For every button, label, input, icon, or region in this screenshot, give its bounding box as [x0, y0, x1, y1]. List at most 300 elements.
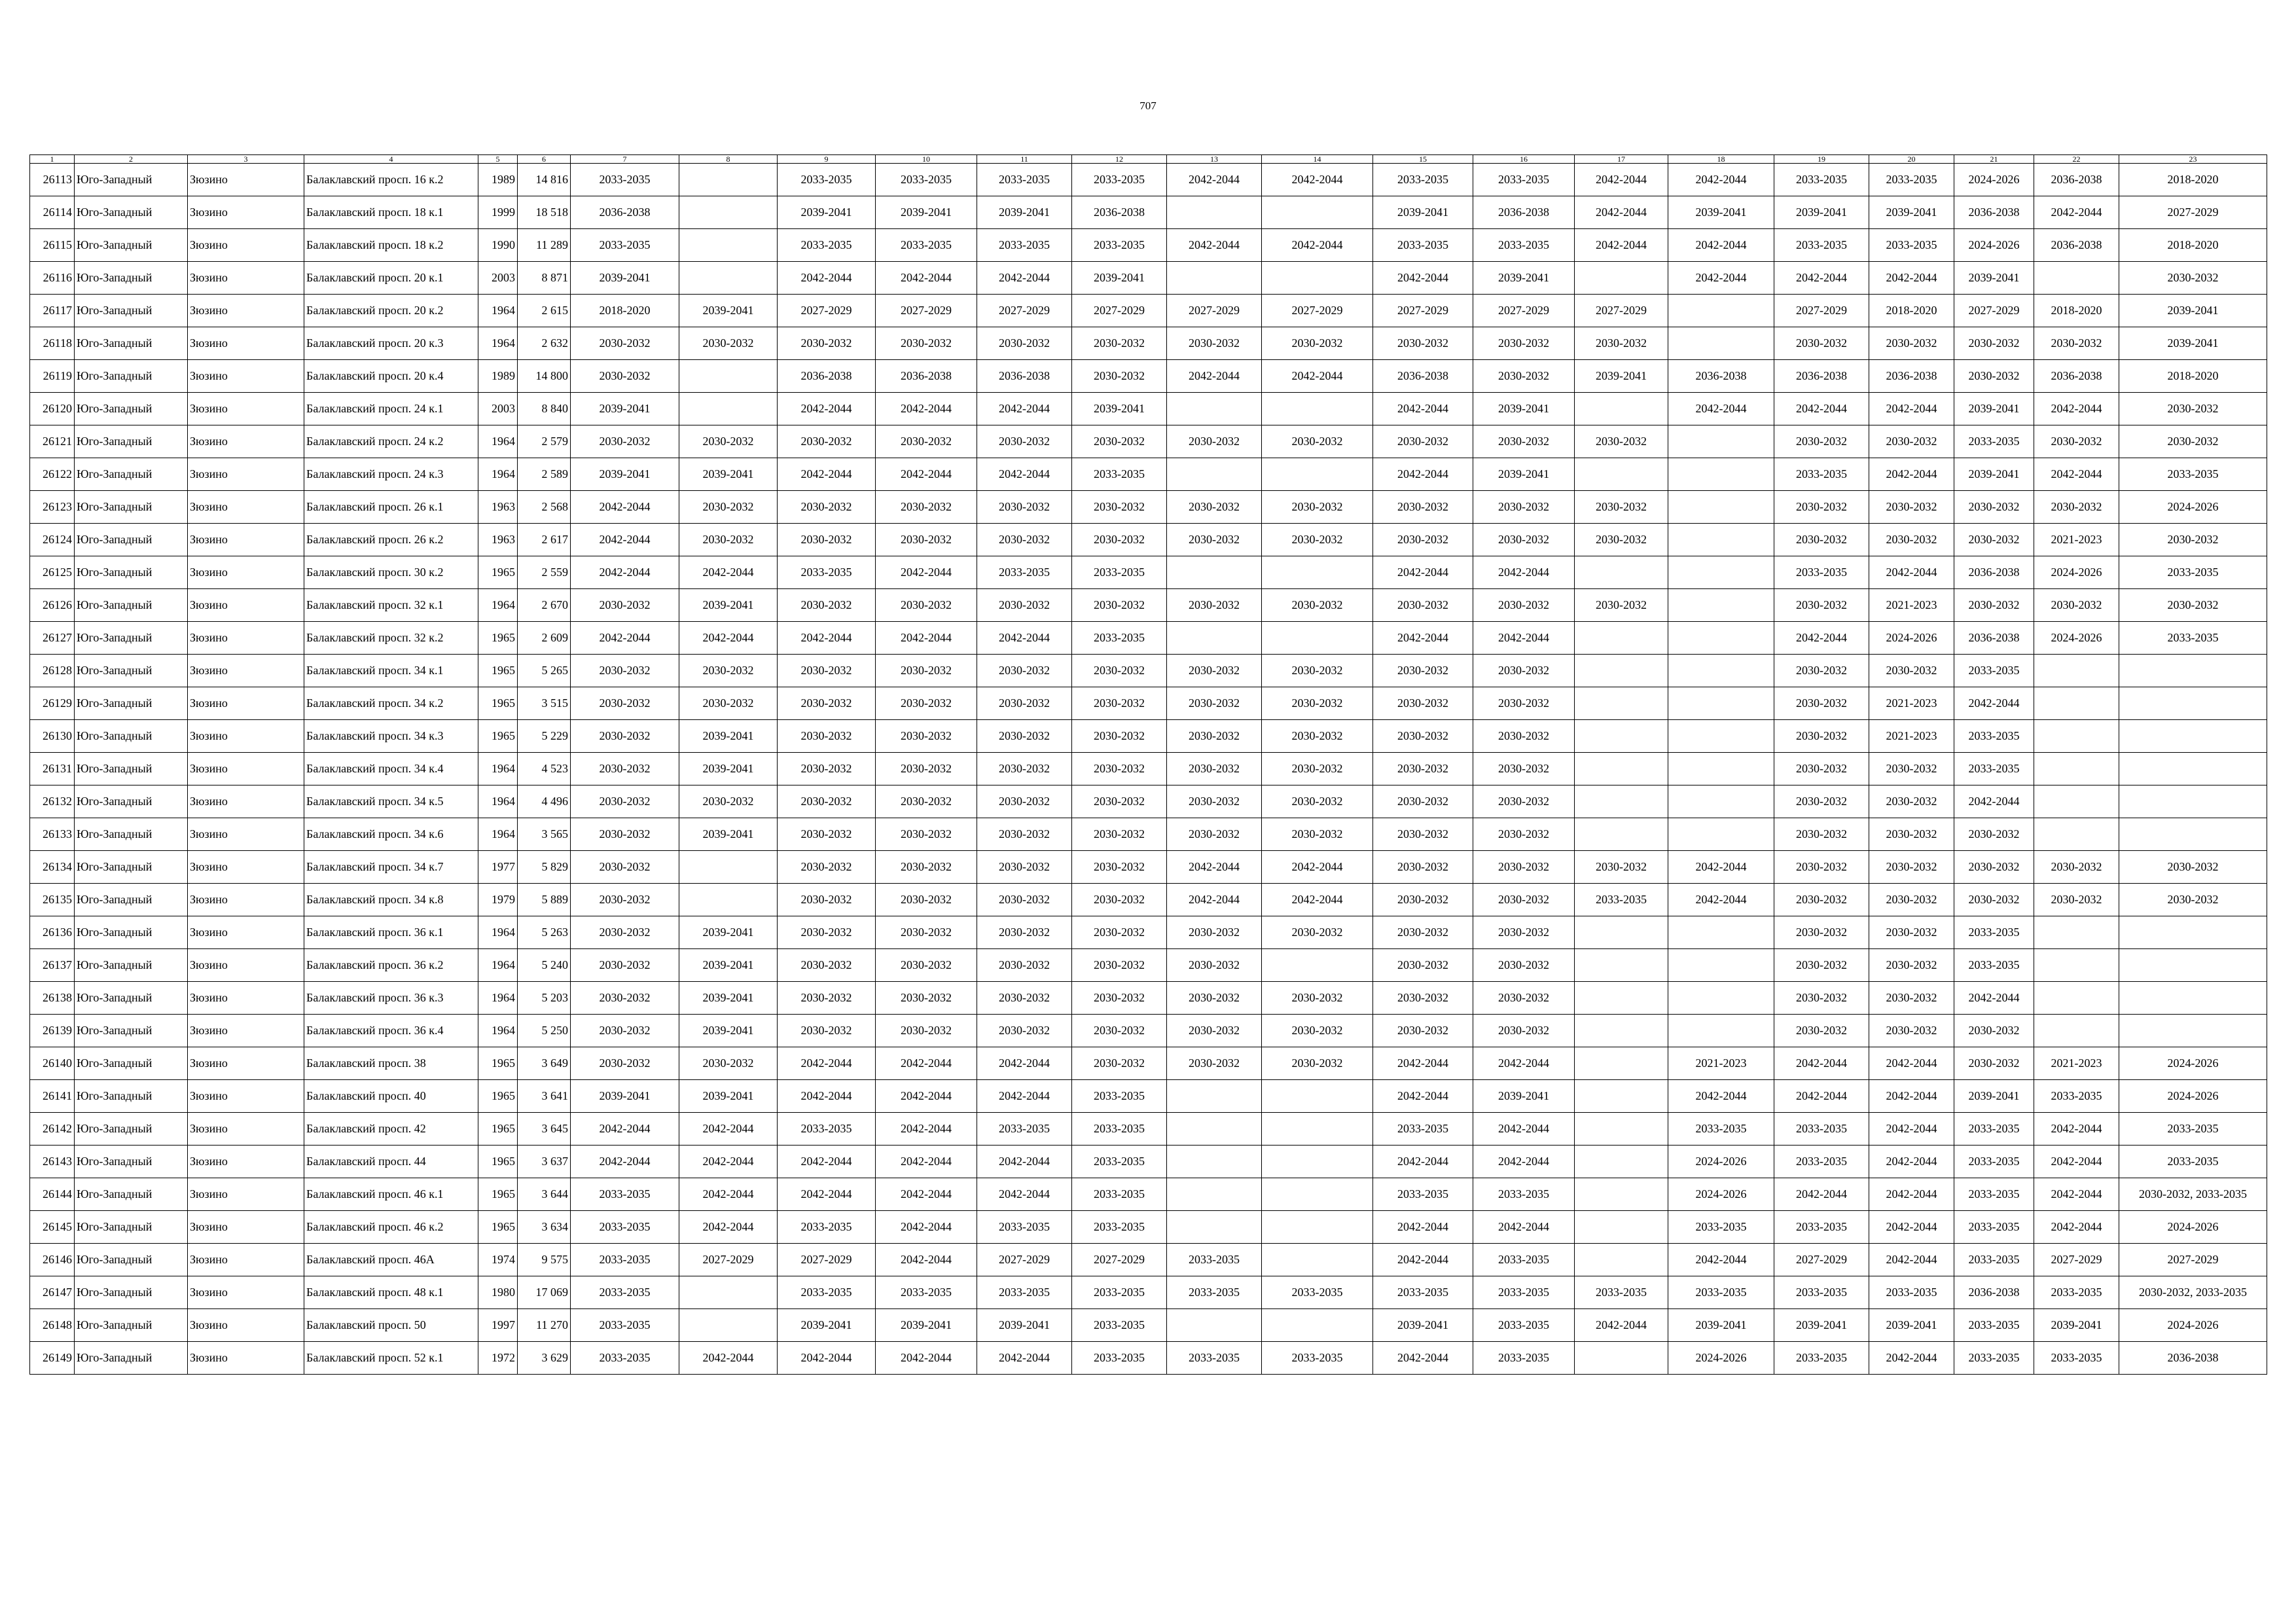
- column-number: 20: [1869, 155, 1954, 164]
- period-cell-col-9: 2030-2032: [778, 818, 876, 851]
- period-cell-col-8: [679, 1276, 778, 1309]
- row-id-cell: 26140: [30, 1047, 75, 1080]
- period-cell-col-20: 2033-2035: [1869, 1276, 1954, 1309]
- period-cell-col-11: 2033-2035: [977, 556, 1072, 589]
- period-cell-col-11: 2042-2044: [977, 262, 1072, 295]
- period-cell-col-7: 2042-2044: [571, 556, 679, 589]
- period-cell-col-9: 2030-2032: [778, 1015, 876, 1047]
- period-cell-col-13: [1167, 1211, 1262, 1244]
- period-cell-col-21: 2030-2032: [1954, 589, 2034, 622]
- floor-area-cell: 14 800: [518, 360, 571, 393]
- table-row: [30, 851, 2267, 884]
- period-cell-col-18: [1668, 720, 1774, 753]
- period-cell-col-21: 2036-2038: [1954, 1276, 2034, 1309]
- period-cell-col-19: 2030-2032: [1774, 851, 1869, 884]
- period-cell-col-12: 2030-2032: [1072, 327, 1167, 360]
- period-cell-col-19: 2030-2032: [1774, 491, 1869, 524]
- district-cell: Юго-Западный: [75, 164, 188, 196]
- period-cell-col-17: 2030-2032: [1575, 589, 1668, 622]
- period-cell-col-8: 2039-2041: [679, 1080, 778, 1113]
- floor-area-cell: 11 270: [518, 1309, 571, 1342]
- column-number: 15: [1373, 155, 1473, 164]
- period-cell-col-17: [1575, 949, 1668, 982]
- period-cell-col-15: 2030-2032: [1373, 884, 1473, 916]
- period-cell-col-16: 2030-2032: [1473, 884, 1575, 916]
- period-cell-col-9: 2033-2035: [778, 164, 876, 196]
- period-cell-col-11: 2033-2035: [977, 164, 1072, 196]
- period-cell-col-22: [2034, 982, 2119, 1015]
- row-id-cell: 26130: [30, 720, 75, 753]
- period-cell-col-11: 2033-2035: [977, 229, 1072, 262]
- period-cell-col-7: 2042-2044: [571, 1113, 679, 1146]
- period-cell-col-16: 2030-2032: [1473, 949, 1575, 982]
- row-id-cell: 26114: [30, 196, 75, 229]
- area-cell: Зюзино: [188, 1244, 304, 1276]
- year-cell: 1977: [478, 851, 518, 884]
- period-cell-col-7: 2033-2035: [571, 1211, 679, 1244]
- year-cell: 1965: [478, 1113, 518, 1146]
- period-cell-col-20: 2033-2035: [1869, 164, 1954, 196]
- period-cell-col-22: 2042-2044: [2034, 1146, 2119, 1178]
- period-cell-col-8: [679, 884, 778, 916]
- period-cell-col-15: 2042-2044: [1373, 1047, 1473, 1080]
- period-cell-col-13: 2033-2035: [1167, 1276, 1262, 1309]
- district-cell: Юго-Западный: [75, 1178, 188, 1211]
- period-cell-col-19: 2030-2032: [1774, 982, 1869, 1015]
- period-cell-col-21: 2033-2035: [1954, 916, 2034, 949]
- period-cell-col-10: 2030-2032: [876, 327, 977, 360]
- year-cell: 1964: [478, 753, 518, 785]
- period-cell-col-19: 2042-2044: [1774, 1080, 1869, 1113]
- period-cell-col-20: 2030-2032: [1869, 753, 1954, 785]
- year-cell: 1965: [478, 1211, 518, 1244]
- period-cell-col-22: 2018-2020: [2034, 295, 2119, 327]
- address-cell: Балаклавский просп. 20 к.4: [304, 360, 478, 393]
- row-id-cell: 26135: [30, 884, 75, 916]
- period-cell-col-10: 2030-2032: [876, 753, 977, 785]
- period-cell-col-8: 2039-2041: [679, 295, 778, 327]
- period-cell-col-12: 2033-2035: [1072, 164, 1167, 196]
- district-cell: Юго-Западный: [75, 884, 188, 916]
- period-cell-col-23: [2119, 818, 2267, 851]
- year-cell: 1964: [478, 327, 518, 360]
- area-cell: Зюзино: [188, 1080, 304, 1113]
- period-cell-col-16: 2027-2029: [1473, 295, 1575, 327]
- district-cell: Юго-Западный: [75, 1080, 188, 1113]
- period-cell-col-18: [1668, 425, 1774, 458]
- row-id-cell: 26149: [30, 1342, 75, 1375]
- period-cell-col-18: [1668, 687, 1774, 720]
- period-cell-col-13: [1167, 196, 1262, 229]
- period-cell-col-20: 2042-2044: [1869, 1047, 1954, 1080]
- period-cell-col-20: 2030-2032: [1869, 916, 1954, 949]
- period-cell-col-12: 2030-2032: [1072, 655, 1167, 687]
- period-cell-col-20: 2039-2041: [1869, 1309, 1954, 1342]
- period-cell-col-18: [1668, 785, 1774, 818]
- period-cell-col-20: 2042-2044: [1869, 393, 1954, 425]
- table-row: [30, 1342, 2267, 1375]
- period-cell-col-16: 2042-2044: [1473, 556, 1575, 589]
- period-cell-col-9: 2042-2044: [778, 393, 876, 425]
- area-cell: Зюзино: [188, 556, 304, 589]
- district-cell: Юго-Западный: [75, 262, 188, 295]
- period-cell-col-15: 2030-2032: [1373, 425, 1473, 458]
- period-cell-col-10: 2030-2032: [876, 655, 977, 687]
- floor-area-cell: 3 629: [518, 1342, 571, 1375]
- period-cell-col-11: 2042-2044: [977, 1178, 1072, 1211]
- floor-area-cell: 2 579: [518, 425, 571, 458]
- district-cell: Юго-Западный: [75, 458, 188, 491]
- period-cell-col-23: 2024-2026: [2119, 1080, 2267, 1113]
- district-cell: Юго-Западный: [75, 393, 188, 425]
- period-cell-col-20: 2042-2044: [1869, 1080, 1954, 1113]
- period-cell-col-8: [679, 1309, 778, 1342]
- year-cell: 2003: [478, 262, 518, 295]
- period-cell-col-18: [1668, 295, 1774, 327]
- period-cell-col-10: 2042-2044: [876, 1080, 977, 1113]
- period-cell-col-12: 2033-2035: [1072, 622, 1167, 655]
- address-cell: Балаклавский просп. 36 к.1: [304, 916, 478, 949]
- floor-area-cell: 11 289: [518, 229, 571, 262]
- period-cell-col-9: 2033-2035: [778, 229, 876, 262]
- period-cell-col-17: 2033-2035: [1575, 884, 1668, 916]
- period-cell-col-23: 2030-2032: [2119, 262, 2267, 295]
- year-cell: 1964: [478, 818, 518, 851]
- period-cell-col-16: 2033-2035: [1473, 164, 1575, 196]
- area-cell: Зюзино: [188, 753, 304, 785]
- period-cell-col-21: 2039-2041: [1954, 262, 2034, 295]
- period-cell-col-13: [1167, 556, 1262, 589]
- address-cell: Балаклавский просп. 34 к.7: [304, 851, 478, 884]
- year-cell: 1965: [478, 1178, 518, 1211]
- period-cell-col-22: 2042-2044: [2034, 1211, 2119, 1244]
- period-cell-col-18: 2039-2041: [1668, 1309, 1774, 1342]
- period-cell-col-12: 2033-2035: [1072, 556, 1167, 589]
- table-row: [30, 295, 2267, 327]
- period-cell-col-11: 2033-2035: [977, 1276, 1072, 1309]
- period-cell-col-16: 2033-2035: [1473, 229, 1575, 262]
- period-cell-col-11: 2027-2029: [977, 1244, 1072, 1276]
- period-cell-col-16: 2030-2032: [1473, 425, 1575, 458]
- address-cell: Балаклавский просп. 16 к.2: [304, 164, 478, 196]
- period-cell-col-12: 2039-2041: [1072, 262, 1167, 295]
- period-cell-col-22: [2034, 262, 2119, 295]
- period-cell-col-10: 2030-2032: [876, 982, 977, 1015]
- period-cell-col-8: 2030-2032: [679, 785, 778, 818]
- period-cell-col-17: [1575, 1244, 1668, 1276]
- column-number: 16: [1473, 155, 1575, 164]
- period-cell-col-9: 2030-2032: [778, 491, 876, 524]
- district-cell: Юго-Западный: [75, 851, 188, 884]
- period-cell-col-16: 2033-2035: [1473, 1244, 1575, 1276]
- period-cell-col-19: 2030-2032: [1774, 785, 1869, 818]
- period-cell-col-16: 2039-2041: [1473, 262, 1575, 295]
- period-cell-col-20: 2021-2023: [1869, 720, 1954, 753]
- year-cell: 1989: [478, 360, 518, 393]
- period-cell-col-9: 2036-2038: [778, 360, 876, 393]
- period-cell-col-15: 2042-2044: [1373, 1342, 1473, 1375]
- period-cell-col-12: 2030-2032: [1072, 753, 1167, 785]
- period-cell-col-7: 2039-2041: [571, 393, 679, 425]
- floor-area-cell: 17 069: [518, 1276, 571, 1309]
- period-cell-col-19: 2033-2035: [1774, 164, 1869, 196]
- period-cell-col-16: 2042-2044: [1473, 1047, 1575, 1080]
- address-cell: Балаклавский просп. 34 к.3: [304, 720, 478, 753]
- period-cell-col-12: 2039-2041: [1072, 393, 1167, 425]
- table-row: [30, 1146, 2267, 1178]
- period-cell-col-21: 2036-2038: [1954, 556, 2034, 589]
- period-cell-col-17: [1575, 720, 1668, 753]
- table-row: [30, 1276, 2267, 1309]
- period-cell-col-23: 2033-2035: [2119, 622, 2267, 655]
- period-cell-col-11: 2042-2044: [977, 393, 1072, 425]
- period-cell-col-8: 2039-2041: [679, 1015, 778, 1047]
- address-cell: Балаклавский просп. 34 к.8: [304, 884, 478, 916]
- floor-area-cell: 5 889: [518, 884, 571, 916]
- period-cell-col-9: 2042-2044: [778, 1047, 876, 1080]
- period-cell-col-14: 2030-2032: [1262, 491, 1373, 524]
- year-cell: 1972: [478, 1342, 518, 1375]
- table-row: [30, 1015, 2267, 1047]
- period-cell-col-9: 2030-2032: [778, 655, 876, 687]
- row-id-cell: 26116: [30, 262, 75, 295]
- period-cell-col-7: 2030-2032: [571, 327, 679, 360]
- table-row: [30, 393, 2267, 425]
- period-cell-col-22: 2042-2044: [2034, 1113, 2119, 1146]
- area-cell: Зюзино: [188, 1015, 304, 1047]
- period-cell-col-19: 2042-2044: [1774, 1047, 1869, 1080]
- period-cell-col-19: 2042-2044: [1774, 262, 1869, 295]
- period-cell-col-11: 2033-2035: [977, 1113, 1072, 1146]
- period-cell-col-21: 2039-2041: [1954, 393, 2034, 425]
- period-cell-col-13: [1167, 1146, 1262, 1178]
- period-cell-col-12: 2030-2032: [1072, 916, 1167, 949]
- period-cell-col-21: 2030-2032: [1954, 491, 2034, 524]
- period-cell-col-14: [1262, 1080, 1373, 1113]
- period-cell-col-11: 2030-2032: [977, 949, 1072, 982]
- period-cell-col-11: 2039-2041: [977, 1309, 1072, 1342]
- period-cell-col-9: 2042-2044: [778, 458, 876, 491]
- period-cell-col-10: 2042-2044: [876, 556, 977, 589]
- row-id-cell: 26127: [30, 622, 75, 655]
- column-number: 10: [876, 155, 977, 164]
- period-cell-col-20: 2030-2032: [1869, 524, 1954, 556]
- period-cell-col-10: 2042-2044: [876, 262, 977, 295]
- period-cell-col-8: [679, 196, 778, 229]
- period-cell-col-13: 2030-2032: [1167, 982, 1262, 1015]
- period-cell-col-23: 2030-2032, 2033-2035: [2119, 1178, 2267, 1211]
- table-row: [30, 687, 2267, 720]
- area-cell: Зюзино: [188, 425, 304, 458]
- period-cell-col-7: 2039-2041: [571, 458, 679, 491]
- address-cell: Балаклавский просп. 34 к.4: [304, 753, 478, 785]
- table-row: [30, 1080, 2267, 1113]
- address-cell: Балаклавский просп. 46 к.1: [304, 1178, 478, 1211]
- period-cell-col-10: 2042-2044: [876, 1113, 977, 1146]
- period-cell-col-20: 2042-2044: [1869, 1146, 1954, 1178]
- period-cell-col-19: 2033-2035: [1774, 229, 1869, 262]
- period-cell-col-15: 2030-2032: [1373, 1015, 1473, 1047]
- period-cell-col-12: 2033-2035: [1072, 1276, 1167, 1309]
- address-cell: Балаклавский просп. 24 к.2: [304, 425, 478, 458]
- period-cell-col-22: 2039-2041: [2034, 1309, 2119, 1342]
- period-cell-col-7: 2030-2032: [571, 360, 679, 393]
- period-cell-col-21: 2033-2035: [1954, 720, 2034, 753]
- column-number: 14: [1262, 155, 1373, 164]
- period-cell-col-15: 2042-2044: [1373, 556, 1473, 589]
- period-cell-col-13: 2042-2044: [1167, 884, 1262, 916]
- period-cell-col-8: 2039-2041: [679, 589, 778, 622]
- floor-area-cell: 3 515: [518, 687, 571, 720]
- period-cell-col-14: 2030-2032: [1262, 785, 1373, 818]
- period-cell-col-21: 2030-2032: [1954, 851, 2034, 884]
- period-cell-col-13: 2030-2032: [1167, 785, 1262, 818]
- column-number: 1: [30, 155, 75, 164]
- period-cell-col-13: 2033-2035: [1167, 1342, 1262, 1375]
- column-number: 7: [571, 155, 679, 164]
- period-cell-col-23: [2119, 785, 2267, 818]
- period-cell-col-23: [2119, 1015, 2267, 1047]
- period-cell-col-13: 2030-2032: [1167, 753, 1262, 785]
- address-cell: Балаклавский просп. 18 к.1: [304, 196, 478, 229]
- period-cell-col-10: 2033-2035: [876, 1276, 977, 1309]
- floor-area-cell: 3 565: [518, 818, 571, 851]
- period-cell-col-18: 2033-2035: [1668, 1211, 1774, 1244]
- period-cell-col-11: 2030-2032: [977, 524, 1072, 556]
- period-cell-col-14: 2030-2032: [1262, 720, 1373, 753]
- floor-area-cell: 2 568: [518, 491, 571, 524]
- period-cell-col-16: 2033-2035: [1473, 1276, 1575, 1309]
- period-cell-col-10: 2030-2032: [876, 491, 977, 524]
- period-cell-col-11: 2042-2044: [977, 458, 1072, 491]
- period-cell-col-8: 2030-2032: [679, 491, 778, 524]
- period-cell-col-17: [1575, 262, 1668, 295]
- period-cell-col-9: 2042-2044: [778, 1080, 876, 1113]
- floor-area-cell: 5 829: [518, 851, 571, 884]
- period-cell-col-16: 2030-2032: [1473, 360, 1575, 393]
- floor-area-cell: 2 589: [518, 458, 571, 491]
- year-cell: 1963: [478, 491, 518, 524]
- period-cell-col-19: 2030-2032: [1774, 425, 1869, 458]
- district-cell: Юго-Западный: [75, 589, 188, 622]
- district-cell: Юго-Западный: [75, 916, 188, 949]
- period-cell-col-14: 2030-2032: [1262, 753, 1373, 785]
- year-cell: 1964: [478, 458, 518, 491]
- period-cell-col-20: 2042-2044: [1869, 1178, 1954, 1211]
- period-cell-col-7: 2036-2038: [571, 196, 679, 229]
- row-id-cell: 26117: [30, 295, 75, 327]
- district-cell: Юго-Западный: [75, 949, 188, 982]
- floor-area-cell: 2 609: [518, 622, 571, 655]
- period-cell-col-20: 2042-2044: [1869, 1113, 1954, 1146]
- period-cell-col-11: 2030-2032: [977, 687, 1072, 720]
- row-id-cell: 26118: [30, 327, 75, 360]
- period-cell-col-10: 2042-2044: [876, 1342, 977, 1375]
- area-cell: Зюзино: [188, 655, 304, 687]
- year-cell: 1964: [478, 949, 518, 982]
- district-cell: Юго-Западный: [75, 1015, 188, 1047]
- period-cell-col-16: 2033-2035: [1473, 1342, 1575, 1375]
- period-cell-col-22: 2042-2044: [2034, 196, 2119, 229]
- address-cell: Балаклавский просп. 34 к.1: [304, 655, 478, 687]
- floor-area-cell: 8 840: [518, 393, 571, 425]
- period-cell-col-17: 2042-2044: [1575, 196, 1668, 229]
- column-number: 18: [1668, 155, 1774, 164]
- period-cell-col-16: 2030-2032: [1473, 982, 1575, 1015]
- period-cell-col-22: [2034, 687, 2119, 720]
- year-cell: 1965: [478, 720, 518, 753]
- period-cell-col-19: 2039-2041: [1774, 196, 1869, 229]
- column-number: 5: [478, 155, 518, 164]
- floor-area-cell: 3 641: [518, 1080, 571, 1113]
- period-cell-col-21: 2033-2035: [1954, 1309, 2034, 1342]
- period-cell-col-17: [1575, 1015, 1668, 1047]
- period-cell-col-17: [1575, 785, 1668, 818]
- period-cell-col-13: 2030-2032: [1167, 818, 1262, 851]
- row-id-cell: 26139: [30, 1015, 75, 1047]
- period-cell-col-21: 2033-2035: [1954, 1244, 2034, 1276]
- year-cell: 1965: [478, 687, 518, 720]
- period-cell-col-13: 2042-2044: [1167, 229, 1262, 262]
- period-cell-col-21: 2024-2026: [1954, 229, 2034, 262]
- period-cell-col-12: 2027-2029: [1072, 295, 1167, 327]
- address-cell: Балаклавский просп. 20 к.2: [304, 295, 478, 327]
- period-cell-col-13: [1167, 1080, 1262, 1113]
- table-row: [30, 164, 2267, 196]
- row-id-cell: 26123: [30, 491, 75, 524]
- period-cell-col-7: 2030-2032: [571, 687, 679, 720]
- period-cell-col-8: [679, 393, 778, 425]
- table-row: [30, 1047, 2267, 1080]
- district-cell: Юго-Западный: [75, 1342, 188, 1375]
- period-cell-col-21: 2033-2035: [1954, 1342, 2034, 1375]
- column-number: 19: [1774, 155, 1869, 164]
- period-cell-col-15: 2042-2044: [1373, 1244, 1473, 1276]
- period-cell-col-23: 2018-2020: [2119, 164, 2267, 196]
- period-cell-col-9: 2030-2032: [778, 949, 876, 982]
- district-cell: Юго-Западный: [75, 229, 188, 262]
- period-cell-col-18: [1668, 818, 1774, 851]
- period-cell-col-23: [2119, 753, 2267, 785]
- period-cell-col-15: 2042-2044: [1373, 622, 1473, 655]
- period-cell-col-12: 2033-2035: [1072, 1146, 1167, 1178]
- row-id-cell: 26134: [30, 851, 75, 884]
- period-cell-col-18: [1668, 916, 1774, 949]
- period-cell-col-19: 2027-2029: [1774, 295, 1869, 327]
- period-cell-col-22: 2030-2032: [2034, 589, 2119, 622]
- area-cell: Зюзино: [188, 196, 304, 229]
- period-cell-col-19: 2033-2035: [1774, 1276, 1869, 1309]
- period-cell-col-23: 2030-2032: [2119, 393, 2267, 425]
- period-cell-col-15: 2030-2032: [1373, 720, 1473, 753]
- period-cell-col-18: [1668, 327, 1774, 360]
- period-cell-col-19: 2027-2029: [1774, 1244, 1869, 1276]
- period-cell-col-10: 2042-2044: [876, 1211, 977, 1244]
- table-row: [30, 327, 2267, 360]
- period-cell-col-21: 2030-2032: [1954, 884, 2034, 916]
- period-cell-col-11: 2030-2032: [977, 785, 1072, 818]
- period-cell-col-11: 2030-2032: [977, 720, 1072, 753]
- year-cell: 1999: [478, 196, 518, 229]
- period-cell-col-18: [1668, 655, 1774, 687]
- column-number: 23: [2119, 155, 2267, 164]
- period-cell-col-12: 2027-2029: [1072, 1244, 1167, 1276]
- period-cell-col-20: 2042-2044: [1869, 458, 1954, 491]
- period-cell-col-21: 2033-2035: [1954, 1211, 2034, 1244]
- period-cell-col-20: 2030-2032: [1869, 949, 1954, 982]
- period-cell-col-12: 2033-2035: [1072, 458, 1167, 491]
- period-cell-col-22: 2033-2035: [2034, 1342, 2119, 1375]
